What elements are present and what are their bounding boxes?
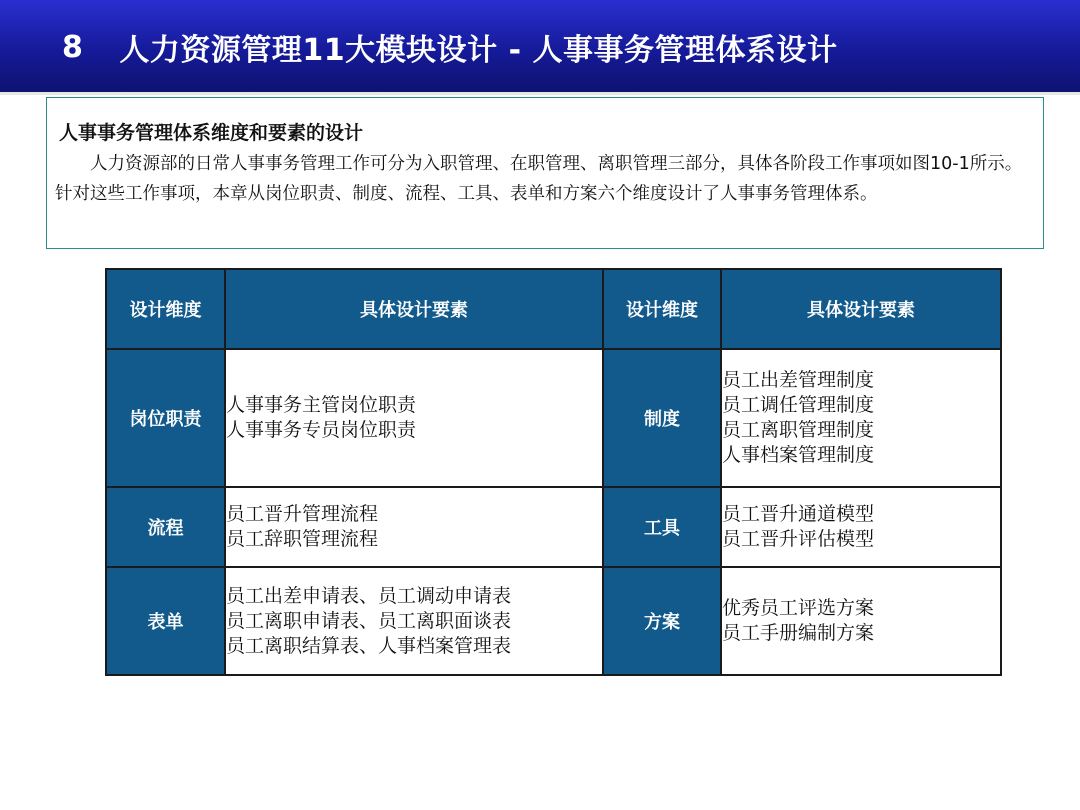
element-item: 员工手册编制方案 <box>722 622 875 644</box>
element-item: 优秀员工评选方案 <box>722 597 875 619</box>
slide-title-text: 人力资源管理11大模块设计 - 人事事务管理体系设计 <box>119 33 838 68</box>
element-item: 员工离职申请表、员工离职面谈表 <box>226 609 512 632</box>
dimension-cell: 表单 <box>106 567 225 675</box>
table-row <box>106 487 1001 567</box>
elements-cell <box>721 487 1001 567</box>
header-cell-elements-right: 具体设计要素 <box>721 269 1001 349</box>
intro-heading: 人事事务管理体系维度和要素的设计 <box>59 122 364 144</box>
element-item: 员工晋升通道模型 <box>722 503 875 525</box>
banner-divider <box>0 92 1080 95</box>
design-table <box>105 268 1002 676</box>
dimension-cell: 方案 <box>603 567 721 675</box>
design-table-container <box>105 268 1000 676</box>
dimension-cell: 流程 <box>106 487 225 567</box>
element-item: 员工晋升评估模型 <box>722 528 875 550</box>
table-row <box>106 349 1001 487</box>
header-cell-dimension-left: 设计维度 <box>106 269 225 349</box>
element-item: 员工出差管理制度 <box>722 369 875 391</box>
intro-paragraph: 人力资源部的日常人事事务管理工作可分为入职管理、在职管理、离职管理三部分，具体各阶段工作事项如图10-1所示。针对这些工作事项，本章从岗位职责、制度、流程、工具、表单和方案六个维度设计了人事事务管理体系。 <box>55 154 1023 204</box>
dimension-cell: 岗位职责 <box>106 349 225 487</box>
table-row <box>106 567 1001 675</box>
dimension-cell: 工具 <box>603 487 721 567</box>
element-item: 员工晋升管理流程 <box>226 503 379 525</box>
intro-box <box>46 97 1044 249</box>
title-banner <box>0 0 1080 92</box>
element-item: 员工离职结算表、人事档案管理表 <box>226 634 512 657</box>
elements-cell <box>721 349 1001 487</box>
slide-number: 8 <box>62 29 84 65</box>
header-cell-dimension-right: 设计维度 <box>603 269 721 349</box>
elements-cell <box>225 349 603 487</box>
element-item: 人事档案管理制度 <box>722 444 875 466</box>
slide-title <box>62 22 837 72</box>
element-item: 员工离职管理制度 <box>722 419 875 441</box>
elements-cell <box>721 567 1001 675</box>
element-item: 员工辞职管理流程 <box>226 528 379 550</box>
table-header-row <box>106 269 1001 349</box>
element-item: 人事事务主管岗位职责 <box>226 394 417 416</box>
elements-cell <box>225 567 603 675</box>
element-item: 员工出差申请表、员工调动申请表 <box>226 584 512 607</box>
elements-cell <box>225 487 603 567</box>
element-item: 员工调任管理制度 <box>722 394 875 416</box>
dimension-cell: 制度 <box>603 349 721 487</box>
element-item: 人事事务专员岗位职责 <box>226 419 417 441</box>
header-cell-elements-left: 具体设计要素 <box>225 269 603 349</box>
